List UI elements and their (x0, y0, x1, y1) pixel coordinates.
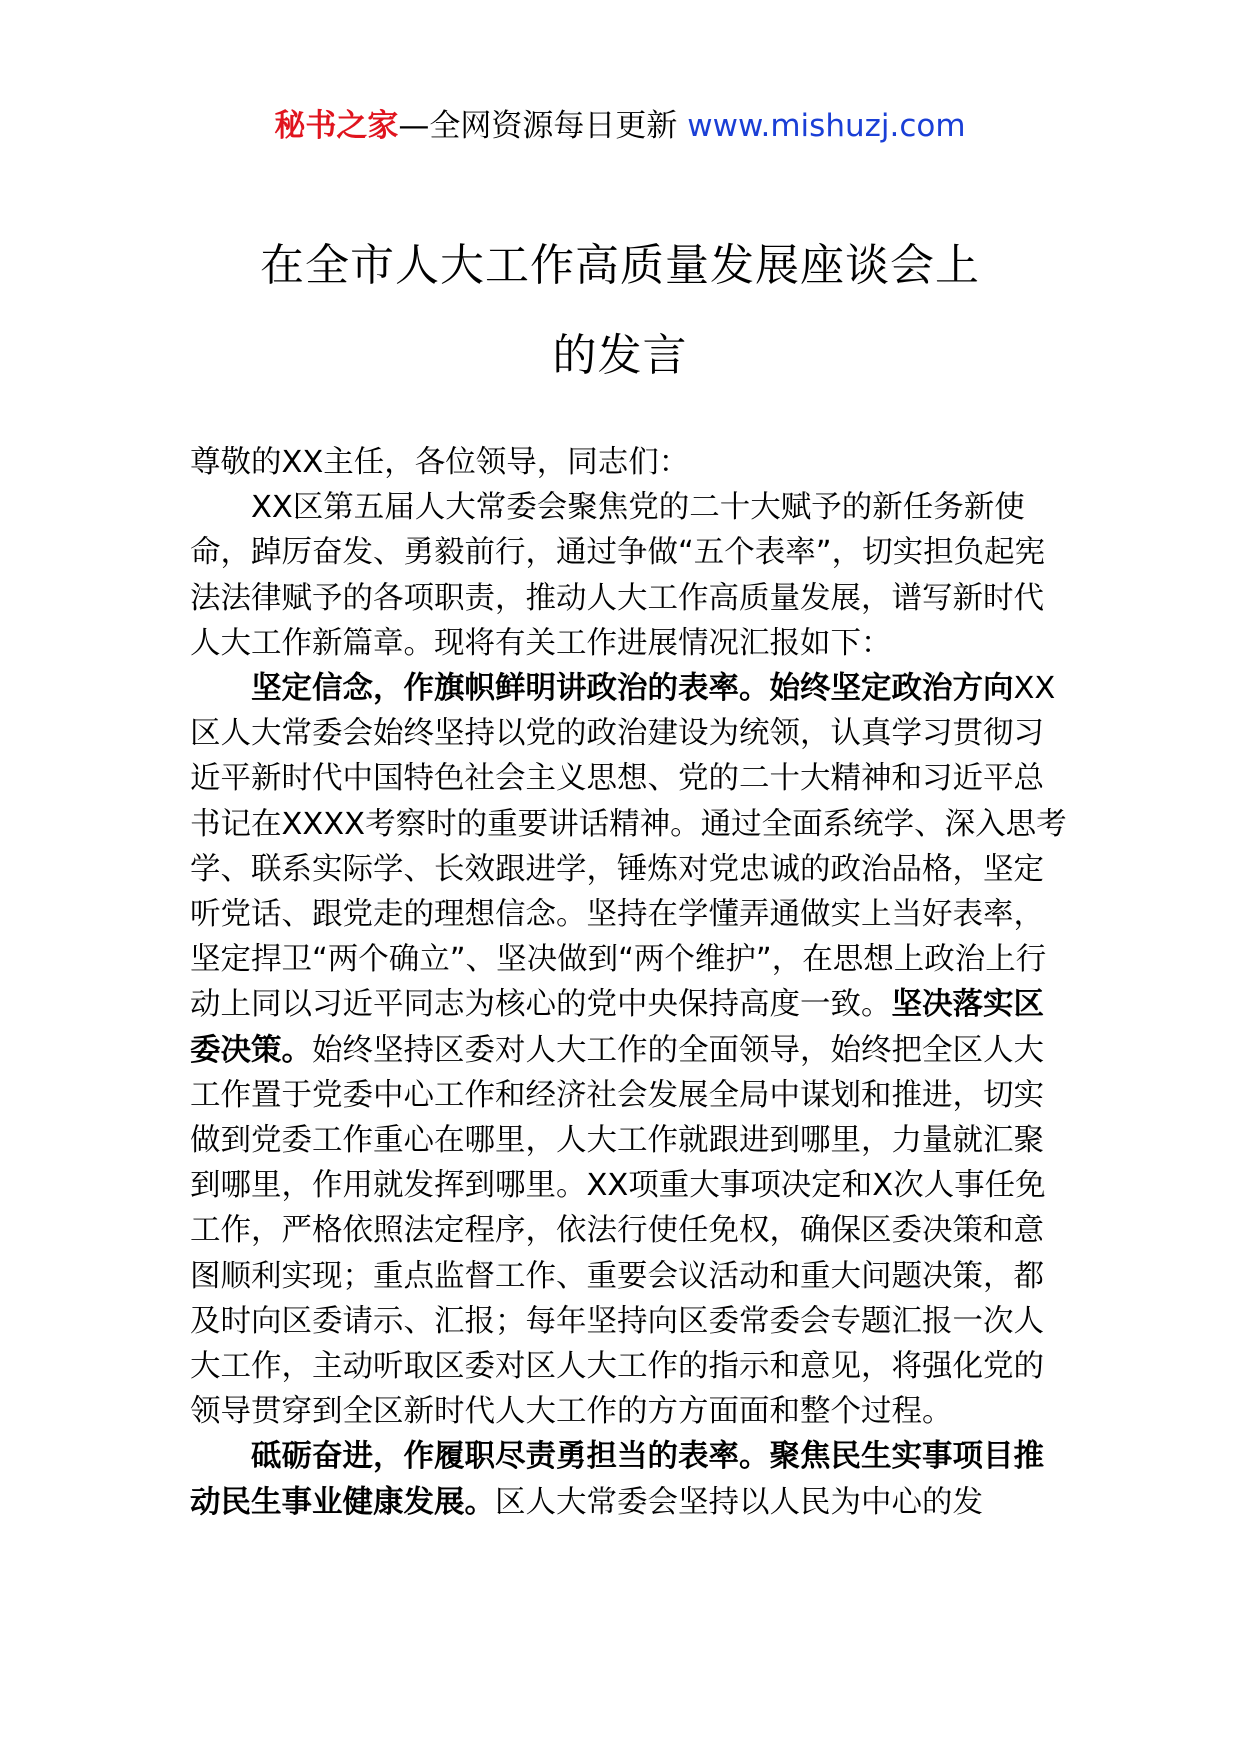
section-2-sub-1-text: 区人大常委会坚持以人民为中心的发 (495, 1484, 983, 1520)
section-2-paragraph (190, 1434, 1070, 1524)
section-1-sub-2-text: 始终坚持区委对人大工作的全面领导，始终把全区人大工作置于党委中心工作和经济社会发展全局中谋划和推进，切实做到党委工作重心在哪里，人大工作就跟进到哪里，力量就汇聚到哪里，作用就发挥到哪里。XX项重大事项决定和X次人事任免工作，严格依照法定程序，依法行使任免权，确保区委决策和意图顺利实现；重点监督工作、重要会议活动和重大问题决策，都及时向区委请示、汇报；每年坚持向区委常委会专题汇报一次人大工作，主动听取区委对区人大工作的指示和意见，将强化党的领导贯穿到全区新时代人大工作的方方面面和整个过程。 (190, 1032, 1046, 1430)
document-title-line-1: 在全市人大工作高质量发展座谈会上 (260, 240, 980, 291)
intro-paragraph: XX区第五届人大常委会聚焦党的二十大赋予的新任务新使命，踔厉奋发、勇毅前行，通过争做“五个表率”，切实担负起宪法法律赋予的各项职责，推动人大工作高质量发展，谱写新时代人大工作新篇章。现将有关工作进展情况汇报如下： (190, 490, 1046, 661)
site-watermark-header (0, 104, 1240, 148)
section-1-sub-1-text: XX区人大常委会始终坚持以党的政治建设为统领，认真学习贯彻习近平新时代中国特色社会主义思想、党的二十大精神和习近平总书记在XXXX考察时的重要讲话精神。通过全面系统学、深入思考学、联系实际学、长效跟进学，锤炼对党忠诚的政治品格，坚定听党话、跟党走的理想信念。坚持在学懂弄通做实上当好表率，坚定捍卫“两个确立”、坚决做到“两个维护”，在思想上政治上行动上同以习近平同志为核心的党中央保持高度一致。 (190, 671, 1067, 1023)
section-1-sub-1-heading: 始终坚定政治方向 (769, 671, 1014, 707)
site-url: www.mishuzj.com (687, 108, 966, 144)
section-1-sub-2-heading: 坚决落实区委决策。 (190, 987, 1044, 1068)
tagline: —全网资源每日更新 (398, 108, 688, 144)
salutation: 尊敬的XX主任，各位领导，同志们： (190, 445, 690, 480)
brand-name: 秘书之家 (274, 108, 399, 144)
document-title-line-2: 的发言 (552, 330, 688, 381)
section-1-heading: 坚定信念，作旗帜鲜明讲政治的表率。 (251, 671, 770, 707)
section-2-heading: 砥砺奋进，作履职尽责勇担当的表率。 (251, 1439, 770, 1475)
document-body (190, 440, 1070, 1525)
section-2-sub-1-heading: 聚焦民生实事项目推动民生事业健康发展。 (190, 1439, 1044, 1520)
section-1-paragraph (190, 666, 1070, 1434)
